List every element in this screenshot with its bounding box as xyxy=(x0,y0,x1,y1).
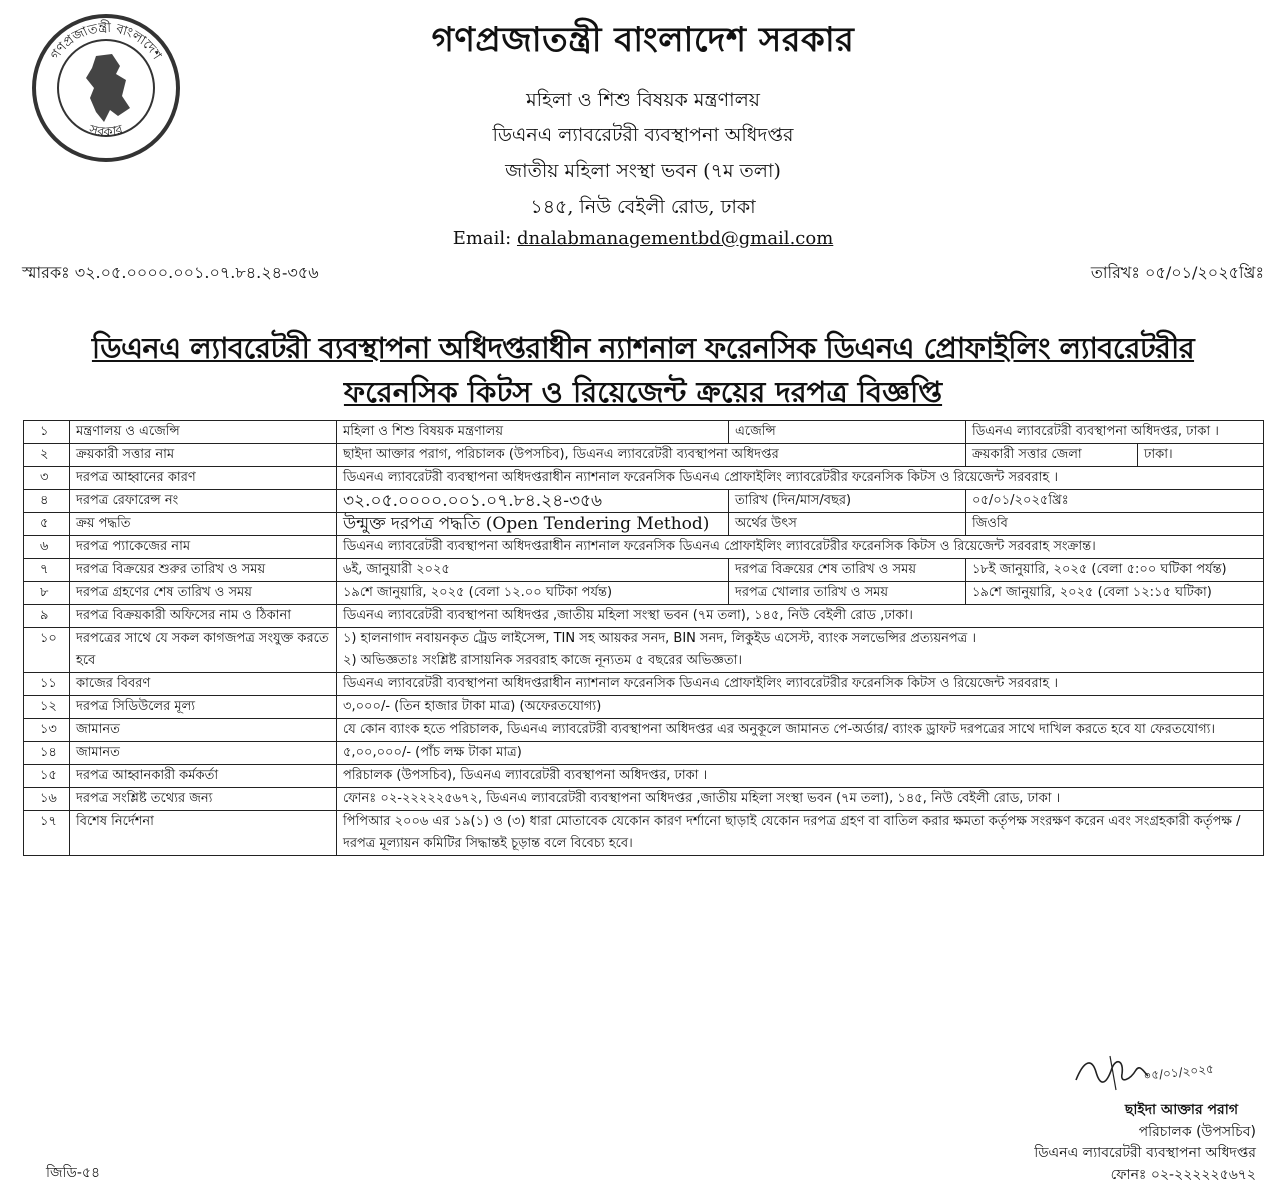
table-row: ১০ দরপত্রের সাথে যে সকল কাগজপত্র সংযুক্ত করতে হবে ১) হালনাগাদ নবায়নকৃত ট্রেড লাইসেন্স, TIN সহ আয়কর সনদ, BIN সনদ, লিকুইড এসেস্ট, ব্যাংক সলভেন্সির প্রত্যয়নপত্র । ২) অভিজ্ঞতাঃ সংশ্লিষ্ট রাসায়নিক সরবরাহ কাজে নূন্যতম ৫ বছরের অভিজ্ঞতা। xyxy=(24,628,1264,673)
footer-code: জিডি-৫৪ xyxy=(46,1165,101,1181)
table-row: ৫ ক্রয় পদ্ধতি উন্মুক্ত দরপত্র পদ্ধতি (Open Tendering Method) অর্থের উৎস জিওবি xyxy=(24,513,1264,536)
tender-details-table xyxy=(23,420,1264,856)
memo-date: তারিখঃ ০৫/০১/২০২৫খ্রিঃ xyxy=(1090,263,1264,282)
email-line xyxy=(0,228,1286,249)
table-row: ১ মন্ত্রণালয় ও এজেন্সি মহিলা ও শিশু বিষয়ক মন্ত্রণালয় এজেন্সি ডিএনএ ল্যাবরেটরী ব্যবস্থাপনা অধিদপ্তর, ঢাকা । xyxy=(24,421,1264,444)
svg-text:গণপ্রজাতন্ত্রী বাংলাদেশ: গণপ্রজাতন্ত্রী বাংলাদেশ xyxy=(48,20,165,63)
signatory-name: ছাইদা আক্তার পরাগ xyxy=(1124,1102,1238,1118)
table-row: ৪ দরপত্র রেফারেন্স নং ৩২.০৫.০০০০.০০১.০৭.৮৪.২৪-৩৫৬ তারিখ (দিন/মাস/বছর) ০৫/০১/২০২৫খ্রিঃ xyxy=(24,490,1264,513)
table-row: ১২ দরপত্র সিডিউলের মূল্য ৩,০০০/- (তিন হাজার টাকা মাত্র) (অফেরতযোগ্য) xyxy=(24,696,1264,719)
table-row: ১১ কাজের বিবরণ ডিএনএ ল্যাবরেটরী ব্যবস্থাপনা অধিদপ্তরাধীন ন্যাশনাল ফরেনসিক ডিএনএ প্রোফাইলিং ল্যাবরেটরীর ফরেনসিক কিটস ও রিয়েজেন্ট সরবরাহ । xyxy=(24,673,1264,696)
table-row: ৮ দরপত্র গ্রহণের শেষ তারিখ ও সময় ১৯শে জানুয়ারি, ২০২৫ (বেলা ১২.০০ ঘটিকা পর্যন্ত) দরপত্র খোলার তারিখ ও সময় ১৯শে জানুয়ারি, ২০২৫ (বেলা ১২:১৫ ঘটিকা) xyxy=(24,582,1264,605)
table-row: ৭ দরপত্র বিক্রয়ের শুরুর তারিখ ও সময় ৬ই, জানুয়ারী ২০২৫ দরপত্র বিক্রয়ের শেষ তারিখ ও সময় ১৮ই জানুয়ারি, ২০২৫ (বেলা ৫:০০ ঘটিকা পর্যন্ত) xyxy=(24,559,1264,582)
notice-title-line1: ডিএনএ ল্যাবরেটরী ব্যবস্থাপনা অধিদপ্তরাধীন ন্যাশনাল ফরেনসিক ডিএনএ প্রোফাইলিং ল্যাবরেটরীর xyxy=(91,331,1195,365)
email-label: Email: xyxy=(452,228,512,249)
email-link[interactable]: dnalabmanagementbd@gmail.com xyxy=(516,228,834,249)
signature-date: ০৫/০১/২০২৫ xyxy=(1142,1061,1215,1083)
office-address: ১৪৫, নিউ বেইলী রোড, ঢাকা xyxy=(530,196,756,218)
table-row: ১৪ জামানত ৫,০০,০০০/- (পাঁচ লক্ষ টাকা মাত্র) xyxy=(24,742,1264,765)
table-row: ১৬ দরপত্র সংশ্লিষ্ট তথ্যের জন্য ফোনঃ ০২-২২২২২৫৬৭২, ডিএনএ ল্যাবরেটরী ব্যবস্থাপনা অধিদপ্তর ,জাতীয় মহিলা সংস্থা ভবন (৭ম তলা), ১৪৫, নিউ বেইলী রোড, ঢাকা । xyxy=(24,788,1264,811)
table-row: ২ ক্রয়কারী সত্তার নাম ছাইদা আক্তার পরাগ, পরিচালক (উপসচিব), ডিএনএ ল্যাবরেটরী ব্যবস্থাপনা অধিদপ্তর ক্রয়কারী সত্তার জেলা ঢাকা। xyxy=(24,444,1264,467)
signatory-designation: পরিচালক (উপসচিব) xyxy=(1138,1124,1256,1140)
signatory-office: ডিএনএ ল্যাবরেটরী ব্যবস্থাপনা অধিদপ্তর xyxy=(1034,1145,1256,1161)
table-row: ৬ দরপত্র প্যাকেজের নাম ডিএনএ ল্যাবরেটরী ব্যবস্থাপনা অধিদপ্তরাধীন ন্যাশনাল ফরেনসিক ডিএনএ প্রোফাইলিং ল্যাবরেটরীর ফরেনসিক কিটস ও রিয়েজেন্ট সরবরাহ সংক্রান্ত। xyxy=(24,536,1264,559)
required-doc-1: ১) হালনাগাদ নবায়নকৃত ট্রেড লাইসেন্স, TIN সহ আয়কর সনদ, BIN সনদ, লিকুইড এসেস্ট, ব্যাংক সলভেন্সির প্রত্যয়নপত্র । xyxy=(343,631,977,646)
table-row: ১৩ জামানত যে কোন ব্যাংক হতে পরিচালক, ডিএনএ ল্যাবরেটরী ব্যবস্থাপনা অধিদপ্তর এর অনুকূলে জামানত পে-অর্ডার/ ব্যাংক ড্রাফট দরপত্রের সাথে দাখিল করতে হবে যা ফেরতযোগ্য। xyxy=(24,719,1264,742)
table-row: ৩ দরপত্র আহ্বানের কারণ ডিএনএ ল্যাবরেটরী ব্যবস্থাপনা অধিদপ্তরাধীন ন্যাশনাল ফরেনসিক ডিএনএ প্রোফাইলিং ল্যাবরেটরীর ফরেনসিক কিটস ও রিয়েজেন্ট সরবরাহ । xyxy=(24,467,1264,490)
building-name: জাতীয় মহিলা সংস্থা ভবন (৭ম তলা) xyxy=(505,160,781,182)
svg-text:সরকার: সরকার xyxy=(87,122,125,141)
government-title: গণপ্রজাতন্ত্রী বাংলাদেশ সরকার xyxy=(431,20,855,60)
table-row: ১৫ দরপত্র আহ্বানকারী কর্মকর্তা পরিচালক (উপসচিব), ডিএনএ ল্যাবরেটরী ব্যবস্থাপনা অধিদপ্তর, ঢাকা । xyxy=(24,765,1264,788)
table-row: ১৭ বিশেষ নির্দেশনা পিপিআর ২০০৬ এর ১৯(১) ও (৩) ধারা মোতাবেক যেকোন কারণ দর্শানো ছাড়াই যেকোন দরপত্র গ্রহণ বা বাতিল করার ক্ষমতা কর্তৃপক্ষ সংরক্ষণ করেন এবং সংগ্রহকারী কর্তৃপক্ষ / দরপত্র মূল্যায়ন কমিটির সিদ্ধান্তই চূড়ান্ত বলে বিবেচ্য হবে। xyxy=(24,811,1264,856)
ministry-name: মহিলা ও শিশু বিষয়ক মন্ত্রণালয় xyxy=(526,89,760,111)
table-row: ৯ দরপত্র বিক্রয়কারী অফিসের নাম ও ঠিকানা ডিএনএ ল্যাবরেটরী ব্যবস্থাপনা অধিদপ্তর ,জাতীয় মহিলা সংস্থা ভবন (৭ম তলা), ১৪৫, নিউ বেইলী রোড ,ঢাকা। xyxy=(24,605,1264,628)
notice-title-line2: ফরেনসিক কিটস ও রিয়েজেন্ট ক্রয়ের দরপত্র বিজ্ঞপ্তি xyxy=(343,375,943,409)
memo-reference: স্মারকঃ ৩২.০৫.০০০০.০০১.০৭.৮৪.২৪-৩৫৬ xyxy=(22,263,319,282)
department-name: ডিএনএ ল্যাবরেটরী ব্যবস্থাপনা অধিদপ্তর xyxy=(492,124,794,146)
handwritten-signature xyxy=(1070,1050,1215,1094)
required-doc-2: ২) অভিজ্ঞতাঃ সংশ্লিষ্ট রাসায়নিক সরবরাহ কাজে নূন্যতম ৫ বছরের অভিজ্ঞতা। xyxy=(343,653,743,668)
signatory-phone: ফোনঃ ০২-২২২২২৫৬৭২ xyxy=(1110,1167,1256,1183)
